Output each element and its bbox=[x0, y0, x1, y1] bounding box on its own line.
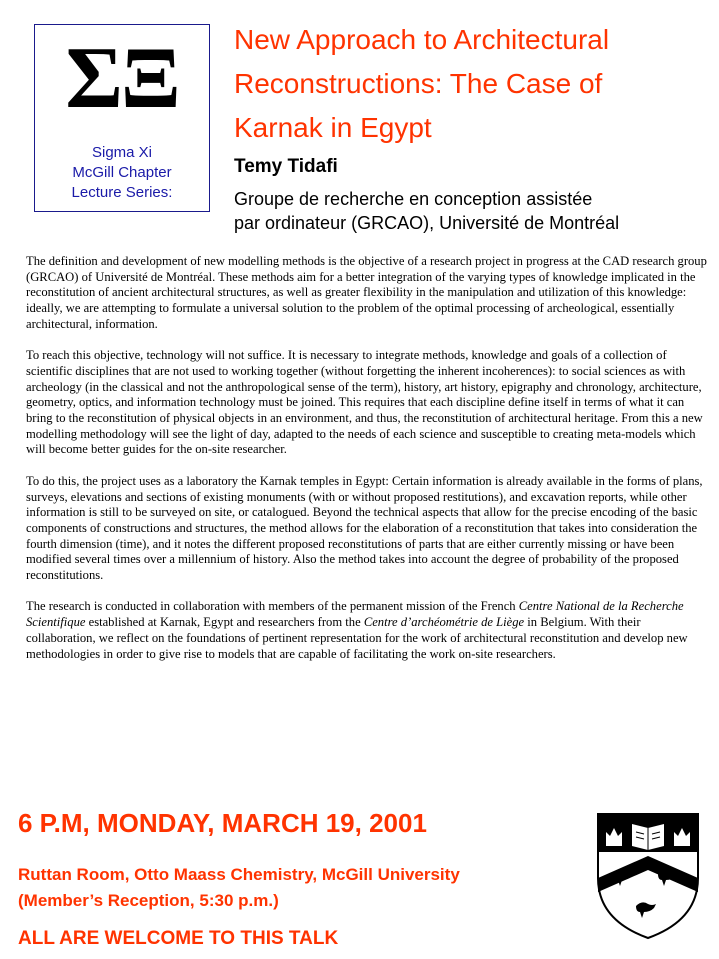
abstract-text: The research is conducted in collaboration with members of the permanent mission of the French bbox=[26, 599, 519, 614]
affiliation-line: par ordinateur (GRCAO), Université de Montréal bbox=[234, 213, 620, 233]
cnrs-name: Centre National de la Recherche Scientifique bbox=[26, 599, 684, 630]
title-line: Reconstructions: The Case of bbox=[234, 68, 603, 99]
abstract-paragraph-4 bbox=[26, 599, 712, 662]
logo-caption-line: Lecture Series: bbox=[71, 184, 173, 201]
sigma-xi-logo bbox=[34, 24, 210, 212]
title-line: Karnak in Egypt bbox=[234, 112, 432, 143]
abstract-paragraph-2: To reach this objective, technology will not suffice. It is necessary to integrate methods, knowledge and goals of a collection of scientific disciplines that are not used to working together (without forgetting the inherent incoherences): to social sciences as with archeology (in the classical and not the anthropological sense of the term), history, art history, epigraphy and chronology, architecture, geometry, optics, and information technology must be joined. This requires that each discipline define itself in terms of what it can bring to the reconstitution of physical objects in an environment, and thus, the reconstitution of architectural heritage. From this a new modelling methodology will see the light of day, adapted to the needs of each science and susceptible to creating meta-models which will become better guides for the on-site researcher. bbox=[26, 348, 703, 457]
speaker-affiliation bbox=[234, 187, 619, 235]
abstract-paragraph-3: To do this, the project uses as a laboratory the Karnak temples in Egypt: Certain information is already available in the forms of plans, surveys, elevations and sections of existing monuments (with or without proposed restitutions), and excavation reports, while other information is still to be surveyed on site, or catalogued. Beyond the technical aspects that allow for the precise encoding of the basic components of constructions and structures, the method allows for the elaboration of a reconstitution that takes into consideration the fourth dimension (time), and it notes the different proposed reconstitutions of parts that are either currently missing or have been modified several times over a millennium of history. Also the method takes into account the degree of probability of the proposed reconstitutions. bbox=[26, 473, 703, 583]
liege-centre-name: Centre d’archéométrie de Liège bbox=[363, 615, 525, 630]
logo-caption bbox=[35, 143, 209, 203]
speaker-name: Temy Tidafi bbox=[234, 156, 338, 177]
abstract-paragraph-1: The definition and development of new modelling methods is the objective of a research project in progress at the CAD research group (GRCAO) of Université de Montréal. These methods aim for a better integration of the varying types of knowledge implicated in the reconstitution of ancient architectural structures, as well as greater flexibility in the manipulation and utilization of this knowledge: ideally, we are attempting to formulate a universal solution to the problem of the optimal processing of archeological, essentially architectural, information. bbox=[26, 254, 707, 331]
affiliation-line: Groupe de recherche en conception assistée bbox=[234, 189, 593, 209]
venue-line: (Member’s Reception, 5:30 p.m.) bbox=[18, 891, 279, 910]
welcome-note: ALL ARE WELCOME TO THIS TALK bbox=[18, 928, 339, 949]
logo-caption-line: Sigma Xi bbox=[91, 144, 153, 161]
event-venue bbox=[18, 862, 460, 914]
mcgill-crest-icon bbox=[596, 812, 700, 940]
sigma-xi-letters: ΣΞ bbox=[65, 30, 179, 127]
lecture-title bbox=[234, 18, 714, 150]
abstract-text: established at Karnak, Egypt and researchers from the bbox=[85, 615, 364, 630]
logo-caption-line: McGill Chapter bbox=[72, 164, 172, 181]
abstract-text: in Belgium. With their collaboration, we reflect on the foundations of pertinent representation for the work of architectural reconstitution and develop new methodologies in order to give rise to models that are capable of facilitating the work on-site researchers. bbox=[26, 615, 688, 661]
title-line: New Approach to Architectural bbox=[234, 24, 610, 55]
abstract bbox=[26, 254, 712, 678]
event-date: 6 P.M, MONDAY, MARCH 19, 2001 bbox=[18, 808, 427, 838]
venue-line: Ruttan Room, Otto Maass Chemistry, McGill University bbox=[18, 865, 460, 884]
